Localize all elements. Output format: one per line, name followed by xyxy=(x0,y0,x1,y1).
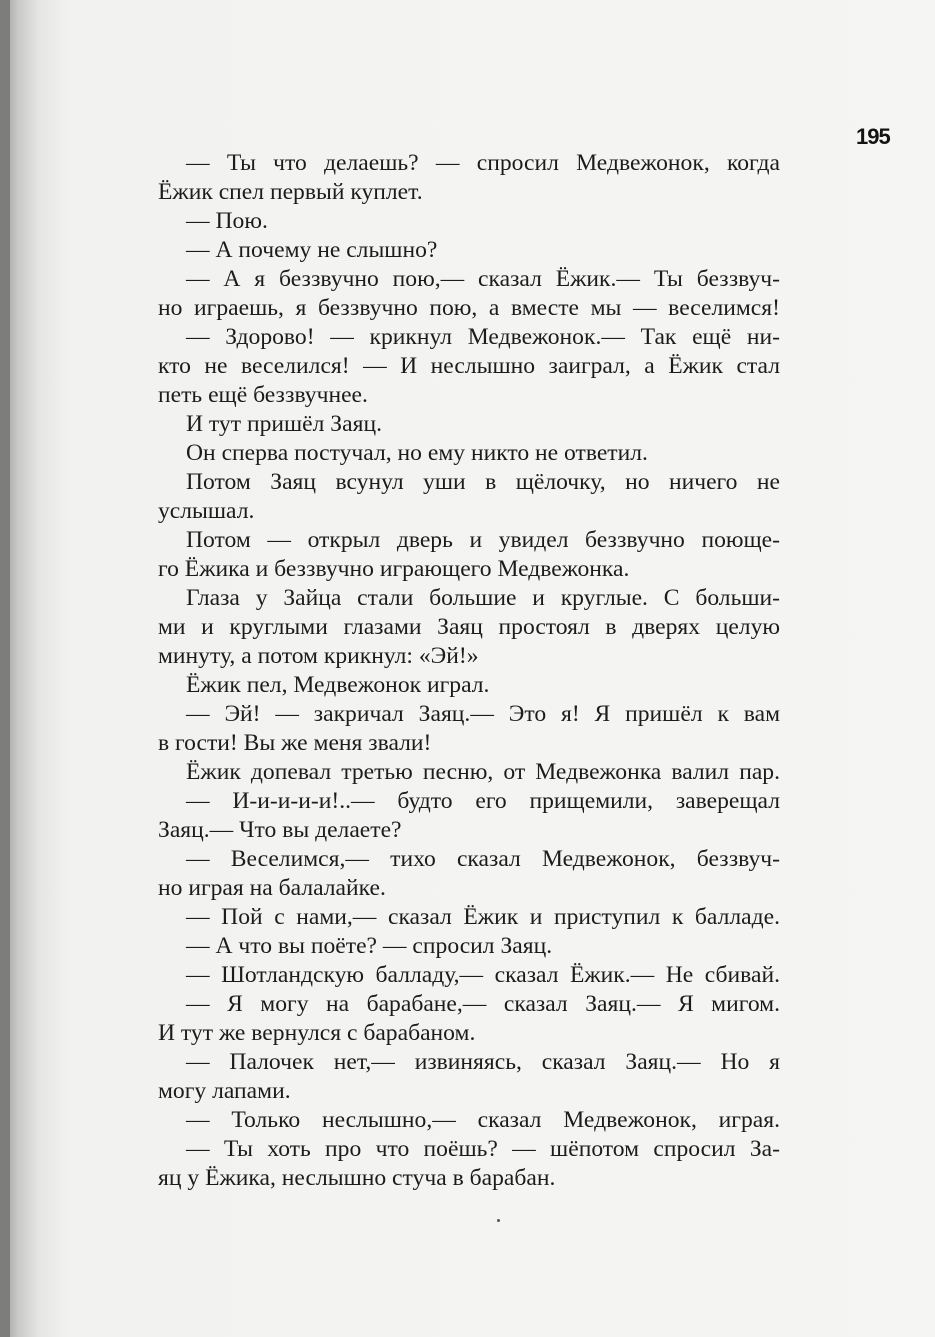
text-line: Ёжик допевал третью песню, от Медвежонка валил пар. xyxy=(186,759,780,785)
print-speck xyxy=(497,1219,500,1222)
text-line: го Ёжика и беззвучно играющего Медвежонка. xyxy=(158,556,630,582)
text-line: — Пою. xyxy=(186,208,268,234)
text-line: — Веселимся,— тихо сказал Медвежонок, беззвуч- xyxy=(186,846,780,872)
text-line: — Пой с нами,— сказал Ёжик и приступил к балладе. xyxy=(186,904,780,930)
text-line: Ёжик спел первый куплет. xyxy=(158,179,423,205)
text-line: — Я могу на барабане,— сказал Заяц.— Я мигом. xyxy=(186,991,780,1017)
text-line: петь ещё беззвучнее. xyxy=(158,382,368,408)
text-line: Потом — открыл дверь и увидел беззвучно поюще- xyxy=(186,527,780,553)
text-line: в гости! Вы же меня звали! xyxy=(158,730,432,756)
text-line: но играя на балалайке. xyxy=(158,875,386,901)
text-line: — Ты что делаешь? — спросил Медвежонок, когда xyxy=(186,150,780,176)
text-line: яц у Ёжика, неслышно стуча в барабан. xyxy=(158,1165,556,1191)
text-line: Потом Заяц всунул уши в щёлочку, но ничего не xyxy=(186,469,780,495)
text-line: — И-и-и-и-и!..— будто его прищемили, заверещал xyxy=(186,788,780,814)
text-line: ми и круглыми глазами Заяц простоял в дверях целую xyxy=(158,614,780,640)
text-line: И тут же вернулся с барабаном. xyxy=(158,1020,476,1046)
text-line: — Шотландскую балладу,— сказал Ёжик.— Не сбивай. xyxy=(186,962,780,988)
text-line: Ёжик пел, Медвежонок играл. xyxy=(186,672,490,698)
text-line: минуту, а потом крикнул: «Эй!» xyxy=(158,643,479,669)
text-line: — Эй! — закричал Заяц.— Это я! Я пришёл к вам xyxy=(186,701,780,727)
text-line: — А что вы поёте? — спросил Заяц. xyxy=(186,933,553,959)
text-line: услышал. xyxy=(158,498,255,524)
text-line: — Ты хоть про что поёшь? — шёпотом спросил За- xyxy=(186,1136,780,1162)
text-line: Заяц.— Что вы делаете? xyxy=(158,817,402,843)
text-line: Глаза у Зайца стали большие и круглые. С больши- xyxy=(186,585,780,611)
page-number: 195 xyxy=(856,124,890,149)
text-line: И тут пришёл Заяц. xyxy=(186,411,382,437)
text-line: кто не веселился! — И неслышно заиграл, а Ёжик стал xyxy=(158,353,780,379)
text-line: — Только неслышно,— сказал Медвежонок, играя. xyxy=(186,1107,780,1133)
text-line: могу лапами. xyxy=(158,1078,291,1104)
text-line: Он сперва постучал, но ему никто не ответил. xyxy=(186,440,648,466)
text-line: — А я беззвучно пою,— сказал Ёжик.— Ты беззвуч- xyxy=(186,266,780,292)
text-line: но играешь, я беззвучно пою, а вместе мы — веселимся! xyxy=(158,295,780,321)
text-line: — А почему не слышно? xyxy=(186,237,438,263)
body-text xyxy=(158,149,780,1193)
binding-shadow xyxy=(0,0,10,1337)
text-line: — Здорово! — крикнул Медвежонок.— Так ещё ни- xyxy=(186,324,780,350)
text-line: — Палочек нет,— извиняясь, сказал Заяц.— Но я xyxy=(186,1049,780,1075)
